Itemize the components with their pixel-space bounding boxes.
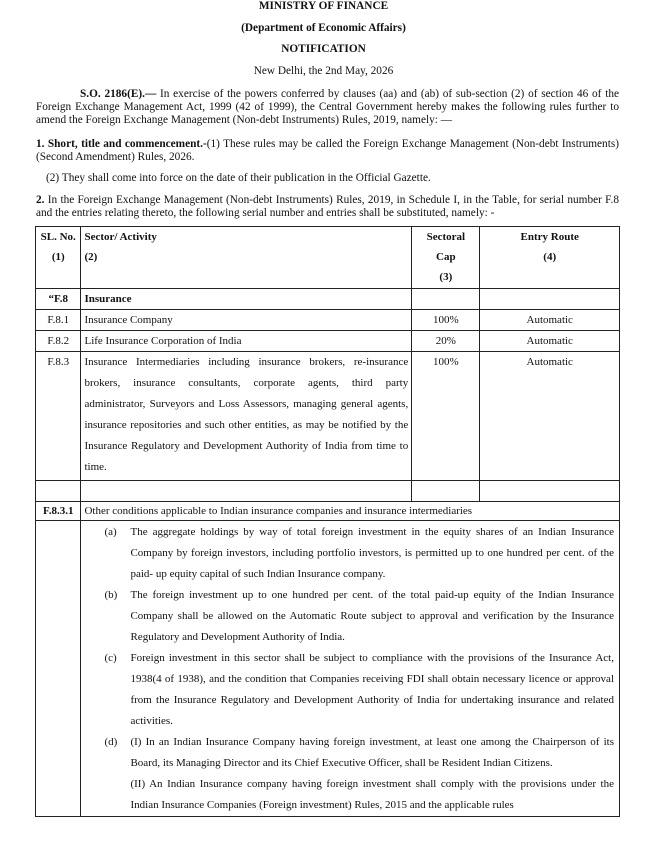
conditions-list (84, 522, 616, 816)
intro-text: In exercise of the powers conferred by clauses (aa) and (ab) of sub-section (2) of section 46 of the Foreign Exchange Management Act, 1999 (42 of 1999), the Central Government hereby makes the following rules further to amend the Foreign Exchange Management (Non-debt Instruments) Rules, 2019, namely: — (36, 88, 619, 126)
header-sectoral-cap: Sectoral Cap (3) (412, 227, 480, 289)
header-sector: Sector/ Activity (2) (81, 227, 412, 289)
table-row-f8 (36, 289, 620, 310)
rule-2-paragraph (36, 194, 619, 220)
place-date: New Delhi, the 2nd May, 2026 (253, 65, 394, 77)
table-row (36, 331, 620, 352)
sl-f8: “F.8 (36, 289, 81, 310)
table-spacer-row (36, 481, 620, 502)
sl-f831: F.8.3.1 (36, 502, 81, 521)
intro-paragraph (36, 88, 619, 127)
sl-cell: F.8.1 (36, 310, 81, 331)
table-header-row (36, 227, 620, 289)
table-row-f831 (36, 502, 620, 521)
rule-1-paragraph (36, 138, 619, 164)
table-row (36, 352, 620, 481)
rule-1-heading: 1. Short, title and commencement.- (36, 138, 207, 150)
header-entry-route: Entry Route (4) (480, 227, 620, 289)
list-item: (d) (I) In an Indian Insurance Company having foreign investment, at least one among the Chairperson of its Board, its Managing Director and its Chief Executive Officer, shall be Resident Indian Citizens. (II) An Indian Insurance company having foreign investment shall comply with the provisions under the Indian Insurance Companies (Foreign investment) Rules, 2015 and the applicable rules (104, 736, 614, 811)
route-cell: Automatic (480, 331, 620, 352)
list-item: (a) The aggregate holdings by way of total foreign investment in the equity shares of an Indian Insurance Company by foreign investors, including portfolio investors, is permitted up to one hundred per cent. of the paid- up equity capital of such Indian Insurance company. (104, 526, 614, 580)
sector-cell: Insurance Company (81, 310, 412, 331)
route-cell: Automatic (480, 310, 620, 331)
rule-2-heading: 2. (36, 194, 45, 206)
department-title: (Department of Economic Affairs) (241, 22, 406, 34)
so-number: S.O. 2186(E).— (80, 88, 157, 100)
cap-cell: 100% (412, 352, 480, 481)
list-item: (c) Foreign investment in this sector shall be subject to compliance with the provisions of the Insurance Act, 1938(4 of 1938), and the condition that Companies receiving FDI shall obtain necessary licence or approval from the Insurance Regulatory and Development Authority of India for undertaking insurance and related activities. (104, 652, 614, 727)
conditions-cell (81, 521, 620, 817)
rule-2-text: In the Foreign Exchange Management (Non-debt Instruments) Rules, 2019, in Schedule I, in the Table, for serial number F.8 and the entries relating thereto, the following serial number and entries shall be substituted, namely: - (36, 194, 619, 219)
f831-title: Other conditions applicable to Indian insurance companies and insurance intermediaries (81, 502, 620, 521)
cap-cell: 100% (412, 310, 480, 331)
notification-title: NOTIFICATION (281, 43, 366, 55)
list-item: (b) The foreign investment up to one hundred per cent. of the total paid-up equity of the Indian Insurance Company shall be allowed on the Automatic Route subject to approval and verification by the Insurance Regulatory and Development Authority of India. (104, 589, 614, 643)
rule-1-text: (1) These rules may be called the Foreign Exchange Management (Non-debt Instruments) (Second Amendment) Rules, 2026. (36, 138, 619, 163)
rule-1-sub2: (2) They shall come into force on the date of their publication in the Official Gazette. (46, 172, 431, 184)
cap-cell: 20% (412, 331, 480, 352)
sector-cell: Life Insurance Corporation of India (81, 331, 412, 352)
route-cell: Automatic (480, 352, 620, 481)
sl-cell: F.8.2 (36, 331, 81, 352)
table-row-conditions (36, 521, 620, 817)
header-sl-no: SL. No. (1) (36, 227, 81, 289)
schedule-table (35, 226, 620, 817)
sector-cell: Insurance Intermediaries including insurance brokers, re-insurance brokers, insurance consultants, corporate agents, third party administrator, Surveyors and Loss Assessors, managing general agents, insurance repositories and such other entities, as may be notified by the Insurance Regulatory and Development Authority of India from time to time. (81, 352, 412, 481)
sl-cell: F.8.3 (36, 352, 81, 481)
sector-f8: Insurance (81, 289, 412, 310)
ministry-title: MINISTRY OF FINANCE (258, 0, 389, 12)
table-row (36, 310, 620, 331)
